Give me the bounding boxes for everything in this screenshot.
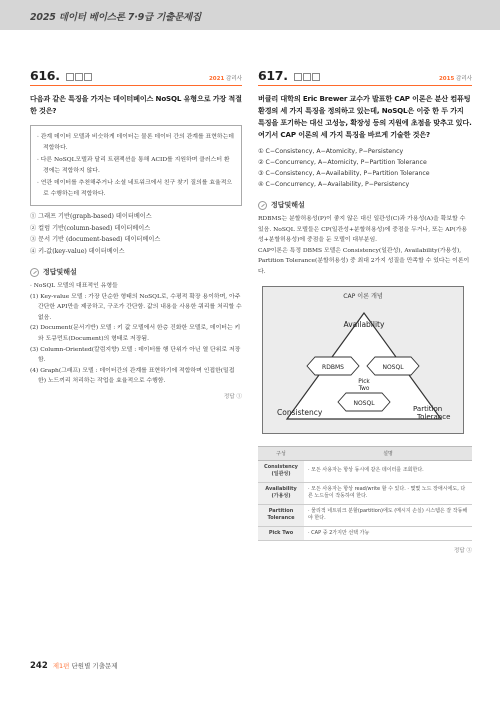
- two-label: Two: [358, 385, 370, 392]
- nosql-label-bottom: NOSQL: [353, 399, 375, 407]
- question-number: 616.: [30, 68, 60, 83]
- question-number: 617.: [258, 68, 288, 83]
- answer-options: [30, 211, 242, 257]
- option-4[interactable]: ④ 키-값(key-value) 데이터베이스: [30, 247, 125, 255]
- explanation: [258, 214, 472, 278]
- explanation-label: 정답및해설: [271, 201, 305, 209]
- answer-key: 정답 ③: [453, 548, 472, 555]
- option-2[interactable]: ② C−Concurrency, A−Atomicity, P−Partition Tolerance: [258, 159, 427, 166]
- rdbms-label: RDBMS: [322, 363, 344, 371]
- row-key-line: Consistency: [264, 463, 298, 470]
- cap-table: [258, 446, 472, 542]
- row-key-line: Tolerance: [267, 515, 295, 522]
- check-boxes[interactable]: [294, 73, 320, 81]
- row-key-line: Pick Two: [268, 529, 294, 536]
- pencil-icon: [30, 268, 39, 277]
- condition-box: [30, 125, 242, 206]
- option-3[interactable]: ③ C−Consistency, A−Availability, P−Partition Tolerance: [258, 170, 430, 177]
- question-617: [258, 68, 472, 554]
- option-2[interactable]: ② 컬럼 기반(column-based) 데이터베이스: [30, 224, 151, 232]
- question-header: [258, 68, 472, 86]
- page-number: 242: [30, 661, 48, 671]
- row-key: [258, 460, 304, 482]
- question-source: [439, 74, 472, 82]
- check-box[interactable]: [66, 73, 74, 81]
- footer-section: [53, 661, 118, 670]
- check-box[interactable]: [75, 73, 83, 81]
- pencil-icon: [258, 201, 267, 210]
- check-box[interactable]: [312, 73, 320, 81]
- check-box[interactable]: [303, 73, 311, 81]
- consistency-label: Consistency: [277, 407, 323, 417]
- answer-options: [258, 146, 472, 190]
- row-key-line: (일관성): [271, 471, 291, 478]
- section-title: 단원별 기출문제: [69, 662, 118, 670]
- row-key-line: Availability: [265, 485, 297, 492]
- row-key: [258, 526, 304, 541]
- question-source: [209, 74, 242, 82]
- column-header: 구성: [258, 446, 304, 460]
- pick-label: Pick: [358, 378, 370, 385]
- explanation-line: CAP이론은 특정 DBMS 모델은 Consistency(일관성), Availability(가용성), Partition Tolerance(분할허용성) 중 최대 2가지 성질을 만족할 수 있다는 이론이다.: [258, 247, 470, 275]
- option-1[interactable]: ① 그래프 기반(graph-based) 데이터베이스: [30, 213, 152, 220]
- check-boxes[interactable]: [66, 73, 92, 81]
- book-title: 2025 데이터 베이스론 7·9급 기출문제집: [30, 12, 202, 23]
- table-row: [258, 460, 472, 482]
- row-key: [258, 482, 304, 504]
- explanation: [30, 281, 242, 387]
- row-key: [258, 504, 304, 526]
- page-footer: [30, 661, 118, 671]
- table-row: [258, 482, 472, 504]
- table-header-row: [258, 446, 472, 460]
- option-4[interactable]: ④ C−Concurrency, A−Availability, P−Persistency: [258, 181, 410, 188]
- tolerance-label: Tolerance: [417, 412, 451, 421]
- row-value: · 모든 사용자는 항상 동시에 같은 데이터를 조회한다.: [304, 460, 472, 482]
- condition-item: · 다른 NoSQL모델과 달리 트랜잭션을 통해 ACID를 지원하며 클러스터 환경에는 적합하지 않다.: [37, 157, 230, 174]
- cap-theorem-diagram: [262, 286, 464, 434]
- explanation-line: (1) Key-value 모델 : 가장 단순한 형태의 NoSQL로, 수평적 확장 용이하며, 아주 간단한 API만을 제공하고, 구조가 간단함. 값의 내용을 사용한 쿼리를 처리할 수 없음.: [30, 293, 242, 321]
- answer-key: 정답 ①: [223, 393, 242, 400]
- partition-label: Partition: [413, 404, 443, 413]
- source-name: 감리사: [224, 76, 242, 82]
- table-row: [258, 504, 472, 526]
- availability-label: Availability: [343, 319, 385, 329]
- explanation-header: [258, 199, 472, 211]
- row-key-line: Partition: [268, 507, 294, 514]
- question-stem: 버클리 대학의 Eric Brewer 교수가 발표한 CAP 이론은 분산 컴퓨팅 환경의 세 가지 특징을 정의하고 있는데, NoSQL은 이중 한 두 가지 특징을 포기하는 대신 고성능, 확장성 등의 지원에 초점을 맞추고 있다. 여기서 CAP 이론의 세 가지 특징을 바르게 기술한 것은?: [258, 94, 472, 139]
- table-row: [258, 526, 472, 541]
- explanation-label: 정답및해설: [43, 268, 77, 276]
- source-year: 2021: [208, 76, 225, 82]
- section-label: 제1편: [52, 662, 70, 670]
- explanation-line: (3) Column-Oriented(칼럼지향) 모델 : 데이터를 행 단위가 아닌 열 단위로 저장함.: [30, 346, 241, 364]
- row-value: · 물리적 네트워크 분할(partition)에도 (메시지 손실) 시스템은 잘 작동해야 한다.: [304, 504, 472, 526]
- option-1[interactable]: ① C−Consistency, A−Atomicity, P−Persistency: [258, 148, 404, 155]
- row-value: · 모든 사용자는 항상 read/write 할 수 있다. · 몇몇 노드 장애시에도, 다른 노드들이 작동하여 한다.: [304, 482, 472, 504]
- check-box[interactable]: [294, 73, 302, 81]
- column-header: 설명: [304, 446, 472, 460]
- question-616: [30, 68, 242, 400]
- source-name: 감리사: [454, 76, 472, 82]
- cap-triangle-svg: [263, 287, 465, 435]
- question-header: [30, 68, 242, 86]
- explanation-line: RDBMS는 분할허용성(P)이 좋지 않은 대신 일관성(C)과 가용성(A)을 확보할 수 있음. NoSQL 모델들은 CP(일관성+분할허용성)에 중점을 두거나, 또는 AP(가용성+분할허용성)에 중점을 둔 모델이 대부분임.: [258, 216, 468, 244]
- source-year: 2015: [438, 76, 455, 82]
- option-3[interactable]: ③ 문서 기반 (document-based) 데이터베이스: [30, 236, 161, 243]
- nosql-label-top: NOSQL: [382, 363, 404, 371]
- explanation-line: (2) Document(문서기반) 모델 : 키 값 모델에서 한층 진화한 모델로, 데이터는 키와 도큐먼트(Document)의 형태로 저장됨.: [30, 325, 241, 342]
- question-stem: 다음과 같은 특징을 가지는 데이터베이스 NoSQL 유형으로 가장 적절한 것은?: [30, 94, 242, 115]
- page-header: [0, 0, 500, 30]
- explanation-line: · NoSQL 모델의 대표적인 유형들: [30, 283, 118, 289]
- explanation-line: (4) Graph(그래프) 모델 : 데이터간의 관계를 표현하기에 적합하며 인접한(밀접한) 노드끼리 처리하는 작업을 효율적으로 수행함.: [30, 367, 235, 385]
- diagram-title: CAP 이론 개념: [343, 292, 383, 300]
- explanation-header: [30, 266, 242, 278]
- row-value: · CAP 중 2가지만 선택 가능: [304, 526, 472, 541]
- condition-item: · 연관 데이터를 추천해주거나 소셜 네트워크에서 친구 찾기 질의를 효율적으로 수행하는데 적합하다.: [37, 180, 233, 197]
- check-box[interactable]: [84, 73, 92, 81]
- row-key-line: (가용성): [271, 493, 291, 500]
- condition-item: · 관계 데이터 모델과 비슷하게 데이터는 물론 데이터 간의 관계를 표현하는데 적합하다.: [37, 134, 234, 151]
